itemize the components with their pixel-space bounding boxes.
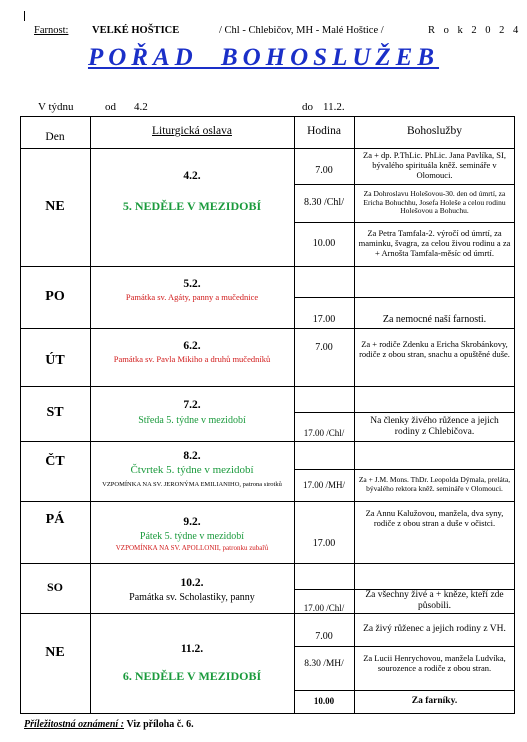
service-time: 17.00 /Chl/: [303, 602, 345, 613]
service-time: 10.00: [313, 696, 335, 707]
page-title: POŘAD BOHOSLUŽEB: [87, 44, 440, 71]
year: R o k 2 0 2 4: [428, 25, 522, 36]
day-name: NE: [45, 644, 65, 660]
service-intent: Za + dp. P.ThLic. PhLic. Jana Pavlíka, SI, bývalého spirituála kněž. semináře v Olomouci.: [363, 150, 506, 180]
footer-label: Příležitostná oznámení :: [24, 719, 125, 730]
service-time: 7.00: [315, 342, 333, 354]
day-name: ST: [46, 405, 64, 421]
service-intent: [354, 563, 515, 589]
service-intent: [354, 386, 515, 412]
service-time: 17.00 /MH/: [302, 479, 345, 490]
abbreviation-legend: / Chl - Chlebičov, MH - Malé Hoštice /: [219, 25, 384, 36]
feast-date: 4.2.: [183, 170, 201, 183]
day-name: ÚT: [45, 352, 65, 368]
day-name: NE: [45, 198, 65, 214]
feast-title: Památka sv. Pavla Mikiho a druhů mučedníků: [113, 354, 271, 365]
service-intent: Za + rodiče Zdenku a Ericha Skrobánkovy, rodiče z obou stran, snachu a opuštěné duše.: [359, 339, 510, 359]
schedule-table: [20, 116, 515, 714]
service-intent: Za + J.M. Mons. ThDr. Leopolda Dýmala, preláta, bývalého rektora kněž. semináře v Olomouci.: [358, 475, 511, 493]
week-from: 4.2: [134, 101, 148, 113]
service-intent: Za Dohroslavu Holešovou-30. den od úmrtí, za Ericha Bohuchhu, Josefa Holeše a celou rodinu Holešovou a Bohuchu.: [363, 189, 506, 216]
service-time: 10.00: [312, 238, 336, 250]
service-time: [294, 563, 354, 589]
feast-date: 5.2.: [183, 278, 201, 291]
column-header-day: Den: [45, 131, 65, 144]
service-intent: Za nemocné naší farnosti.: [382, 313, 487, 325]
feast-date: 9.2.: [183, 516, 201, 529]
feast-title: Památka sv. Scholastiky, panny: [129, 592, 255, 604]
feast-title: Čtvrtek 5. týdne v mezidobí: [130, 463, 254, 476]
parish-name: VELKÉ HOŠTICE: [92, 25, 180, 36]
service-time: [294, 386, 354, 412]
week-label: V týdnu: [38, 101, 74, 113]
service-time: 7.00: [315, 630, 333, 642]
service-intent: Za Lucii Henrychovou, manžela Ludvíka, sourozence a rodiče z obou stran.: [363, 653, 506, 673]
service-intent: Za živý růženec a jejich rodiny z VH.: [363, 624, 506, 635]
service-time: 17.00 /Chl/: [303, 428, 345, 439]
service-intent: Na členky živého růžence a jejich rodiny z Chlebičova.: [370, 415, 499, 437]
feast-title: 5. NEDĚLE V MEZIDOBÍ: [122, 199, 262, 214]
column-header-feast: Liturgická oslava: [152, 125, 232, 138]
footer-announcements: [24, 719, 194, 730]
service-intent: Za farníky.: [411, 696, 458, 707]
feast-date: 8.2.: [183, 450, 201, 463]
service-intent: Za Petra Tamfala-2. výročí od úmrtí, za maminku, švagra, za celou živou rodinu a za + Arnošta Tamfala-měsíc od úmrtí.: [358, 228, 511, 258]
day-name: SO: [46, 580, 63, 595]
week-to: 11.2.: [323, 101, 345, 113]
feast-date: 7.2.: [183, 399, 201, 412]
service-intent: [354, 441, 515, 469]
service-time: [294, 266, 354, 297]
week-do: do: [302, 101, 313, 113]
column-header-service: Bohoslužby: [407, 125, 462, 138]
service-intent: Za všechny živé a + kněze, kteří zde působili.: [365, 590, 504, 611]
day-name: PÁ: [45, 511, 65, 527]
footer-value: Viz příloha č. 6.: [126, 719, 194, 730]
service-time: 17.00: [312, 313, 336, 325]
feast-date: 6.2.: [183, 340, 201, 353]
feast-note: VZPOMÍNKA NA SV. APOLLONII, patronku zubařů: [115, 543, 269, 552]
feast-date: 11.2.: [180, 643, 204, 656]
feast-title: Pátek 5. týdne v mezidobí: [139, 531, 245, 543]
service-intent: [354, 266, 515, 297]
column-header-hour: Hodina: [307, 125, 341, 138]
service-intent: Za Annu Kalužovou, manžela, dva syny, rodiče z obou stran a duše v očistci.: [365, 508, 504, 528]
service-time: [294, 441, 354, 469]
service-time: 7.00: [315, 165, 333, 177]
feast-note: VZPOMÍNKA NA SV. JERONÝMA EMILIANIHO, patrona sirotků: [102, 481, 282, 489]
feast-date: 10.2.: [180, 577, 204, 590]
text-cursor: [24, 11, 25, 21]
service-time: 17.00: [312, 538, 336, 550]
parish-label: Farnost:: [34, 25, 69, 36]
feast-title: 6. NEDĚLE V MEZIDOBÍ: [122, 669, 262, 684]
service-time: 8.30 /MH/: [304, 658, 344, 669]
week-od: od: [105, 101, 116, 113]
day-name: ČT: [45, 453, 65, 469]
service-time: 8.30 /Chl/: [303, 197, 344, 209]
table-border: [20, 713, 515, 714]
feast-title: Středa 5. týdne v mezidobí: [138, 415, 246, 427]
day-name: PO: [45, 288, 65, 304]
feast-title: Památka sv. Agáty, panny a mučednice: [125, 292, 259, 303]
